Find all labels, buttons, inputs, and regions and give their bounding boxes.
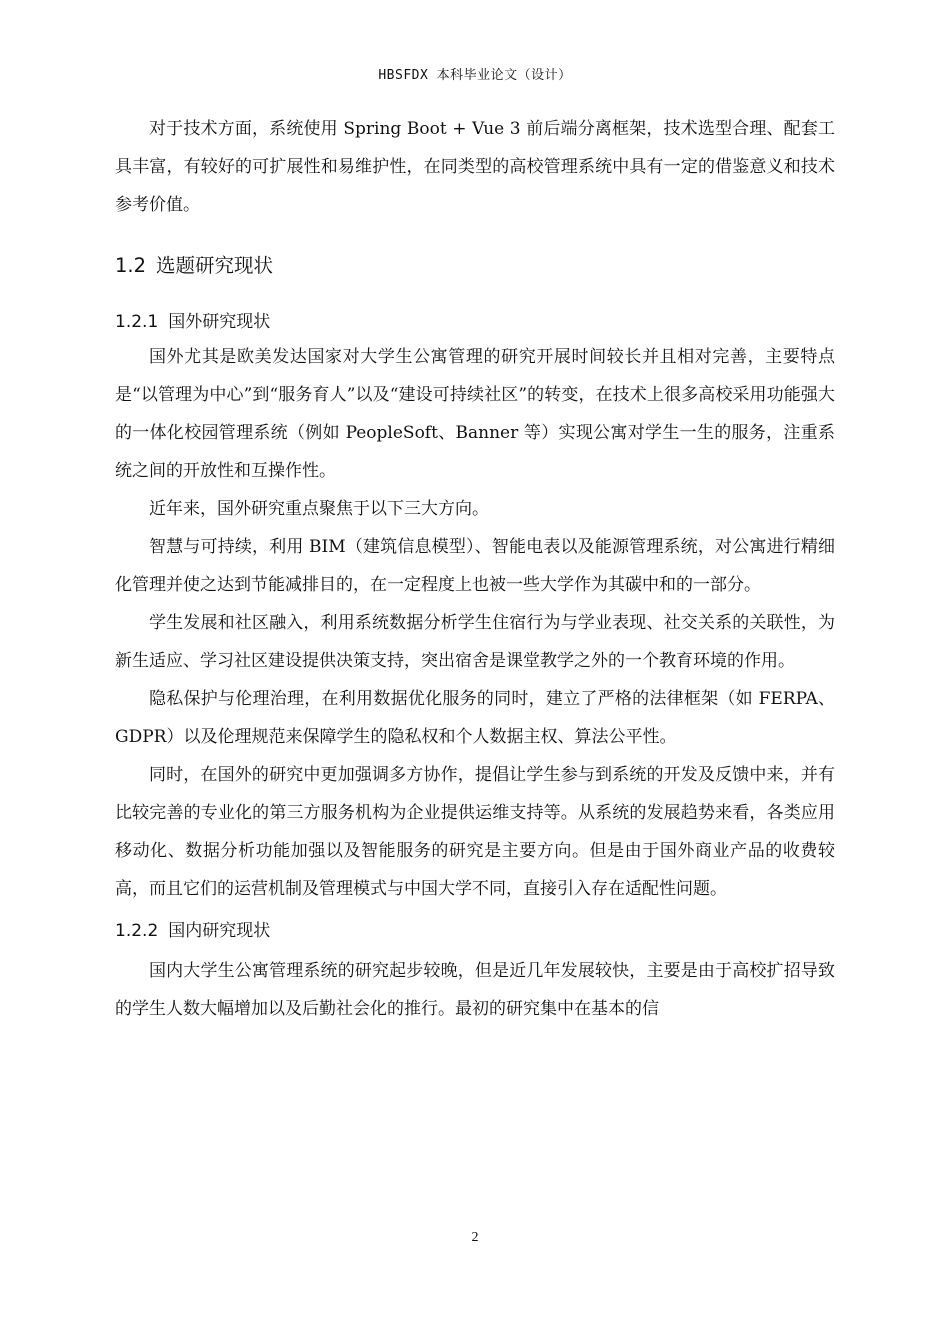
subsection-heading-1-2-1: [115, 307, 835, 337]
section-title: 选题研究现状: [156, 254, 274, 277]
section-number: 1.2: [115, 254, 147, 277]
subsection-title: 国内研究现状: [168, 921, 271, 941]
running-header: HBSFDX 本科毕业论文（设计）: [378, 68, 572, 83]
document-body: [115, 110, 835, 1028]
subsection-number: 1.2.1: [115, 312, 159, 332]
paragraph-tech-aspect: 对于技术方面，系统使用 Spring Boot + Vue 3 前后端分离框架，技术选型合理、配套工具丰富，有较好的可扩展性和易维护性，在同类型的高校管理系统中具有一定的借鉴意义和技术参考价值。: [115, 119, 835, 215]
paragraph-privacy-ethics: 隐私保护与伦理治理，在利用数据优化服务的同时，建立了严格的法律框架（如 FERPA、GDPR）以及伦理规范来保障学生的隐私权和个人数据主权、算法公平性。: [115, 689, 835, 747]
page-number: 2: [471, 1230, 479, 1245]
paragraph-smart-sustainable: 智慧与可持续，利用 BIM（建筑信息模型）、智能电表以及能源管理系统，对公寓进行精细化管理并使之达到节能减排目的，在一定程度上也被一些大学作为其碳中和的一部分。: [115, 537, 835, 595]
subsection-number: 1.2.2: [115, 921, 159, 941]
section-heading-1-2: [115, 248, 835, 284]
paragraph-foreign-overview: 国外尤其是欧美发达国家对大学生公寓管理的研究开展时间较长并且相对完善，主要特点是“以管理为中心”到“服务育人”以及“建设可持续社区”的转变，在技术上很多高校采用功能强大的一体化校园管理系统（例如 PeopleSoft、Banner 等）实现公寓对学生一生的服务，注重系统之间的开放性和互操作性。: [115, 347, 835, 481]
paragraph-collaboration-trends: 同时，在国外的研究中更加强调多方协作，提倡让学生参与到系统的开发及反馈中来，并有比较完善的专业化的第三方服务机构为企业提供运维支持等。从系统的发展趋势来看，各类应用移动化、数据分析功能加强以及智能服务的研究是主要方向。但是由于国外商业产品的收费较高，而且它们的运营机制及管理模式与中国大学不同，直接引入存在适配性问题。: [115, 765, 835, 899]
paragraph-student-development: 学生发展和社区融入，利用系统数据分析学生住宿行为与学业表现、社交关系的关联性，为新生适应、学习社区建设提供决策支持，突出宿舍是课堂教学之外的一个教育环境的作用。: [115, 613, 835, 671]
paragraph-foreign-directions-intro: 近年来，国外研究重点聚焦于以下三大方向。: [149, 499, 489, 519]
subsection-heading-1-2-2: [115, 916, 835, 946]
paragraph-domestic-overview: 国内大学生公寓管理系统的研究起步较晚，但是近几年发展较快，主要是由于高校扩招导致的学生人数大幅增加以及后勤社会化的推行。最初的研究集中在基本的信: [115, 961, 835, 1019]
subsection-title: 国外研究现状: [168, 312, 271, 332]
